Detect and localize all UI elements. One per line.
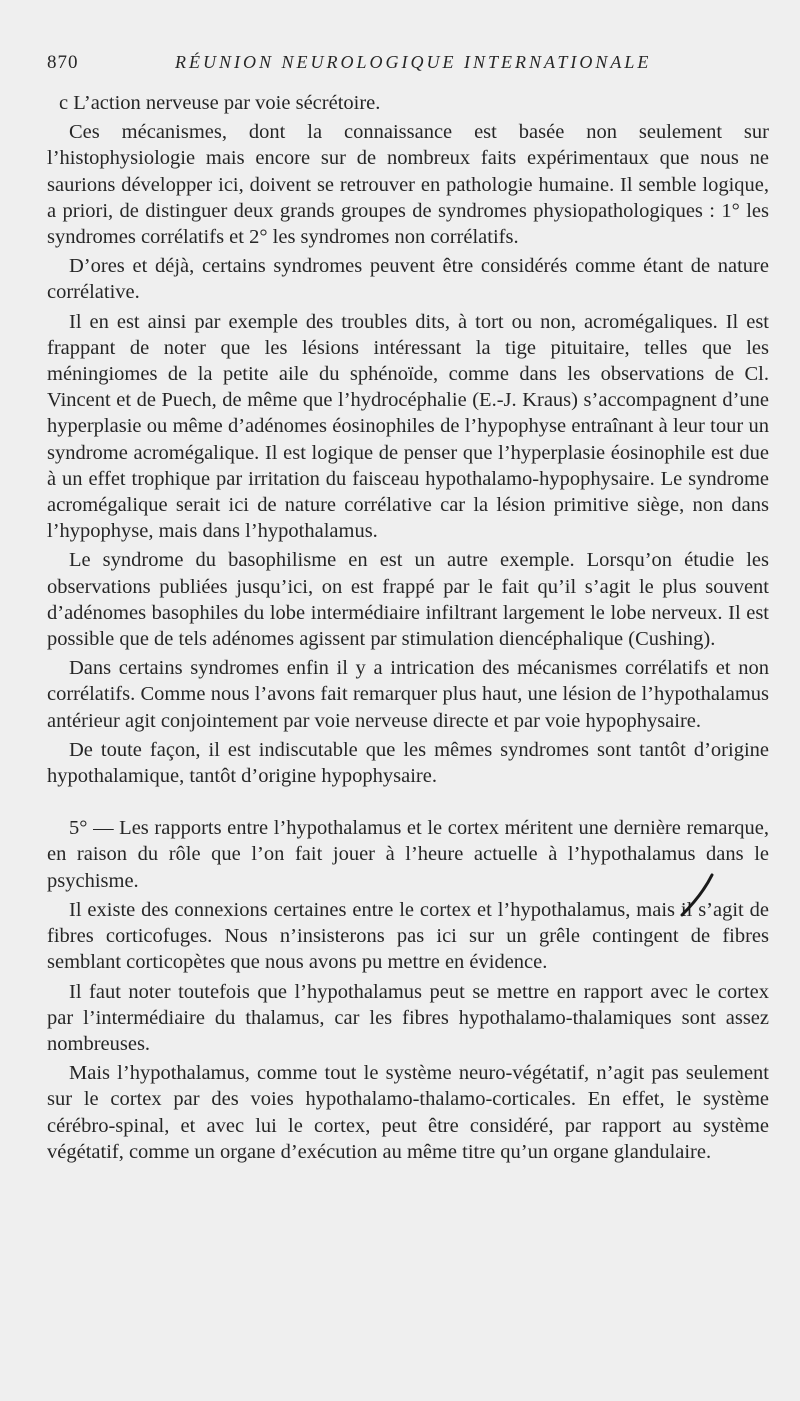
body-text: [47, 90, 769, 1168]
paragraph: Ces mécanismes, dont la connaissance est basée non seulement sur l’histophysiologie mais encore sur de nombreux faits expérimentaux que nous ne saurions développer ici, doivent se retrouver en pathologie humaine. Il semble logique, a priori, de distinguer deux grands groupes de syndromes physiopathologiques : 1° les syndromes corrélatifs et 2° les syndromes non corrélatifs.: [47, 121, 769, 249]
handwritten-slash-mark: [676, 873, 716, 917]
paragraph: Il existe des connexions certaines entre le cortex et l’hypothalamus, mais il s’agit de fibres corticofuges. Nous n’insisterons pas ici sur un grêle contingent de fibres semblant corticopètes que nous avons pu mettre en évidence.: [47, 898, 769, 974]
page-number: 870: [47, 52, 79, 73]
paragraph: Il en est ainsi par exemple des troubles dits, à tort ou non, acromégaliques. Il est frappant de noter que les lésions intéressant la tige pituitaire, telles que les méningiomes de la petite aile du sphénoïde, comme dans les observations de Cl. Vincent et de Puech, de même que l’hydrocéphalie (E.-J. Kraus) s’accompagnent d’une hyperplasie ou même d’adénomes éosinophiles de l’hypophyse entraînant à leur tour un syndrome acromégalique. Il est logique de penser que l’hyperplasie éosinophile est due à un effet trophique par irritation du faisceau hypothalamo-hypophysaire. Le syndrome acromégalique serait ici de nature corrélative car la lésion primitive siège, non dans l’hypophyse, mais dans l’hypothalamus.: [47, 310, 769, 543]
paragraph: Il faut noter toutefois que l’hypothalamus peut se mettre en rapport avec le cortex par l’intermédiaire du thalamus, car les fibres hypothalamo-thalamiques sont assez nombreuses.: [47, 980, 769, 1055]
paragraph: Mais l’hypothalamus, comme tout le système neuro-végétatif, n’agit pas seulement sur le cortex par des voies hypothalamo-thalamo-corticales. En effet, le système cérébro-spinal, et avec lui le cortex, peut être considéré, par rapport au système végétatif, comme un organe d’exécution au même titre qu’un organe glandulaire.: [47, 1062, 769, 1163]
paragraph: D’ores et déjà, certains syndromes peuvent être considérés comme étant de nature corrélative.: [47, 255, 769, 304]
paragraph: Le syndrome du basophilisme en est un autre exemple. Lorsqu’on étudie les observations publiées jusqu’ici, on est frappé par le fait qu’il s’agit le plus souvent d’adénomes basophiles du lobe intermédiaire infiltrant largement le lobe nerveux. Il est possible que de tels adénomes agissent par stimulation diencéphalique (Cushing).: [47, 549, 769, 651]
paragraph-item-c: c L’action nerveuse par voie sécrétoire.: [59, 92, 381, 114]
running-title: RÉUNION NEUROLOGIQUE INTERNATIONALE: [175, 52, 652, 72]
paragraph: De toute façon, il est indiscutable que les mêmes syndromes sont tantôt d’origine hypothalamique, tantôt d’origine hypophysaire.: [47, 738, 769, 788]
paragraph: Dans certains syndromes enfin il y a intrication des mécanismes corrélatifs et non corrélatifs. Comme nous l’avons fait remarquer plus haut, une lésion de l’hypothalamus antérieur agit conjointement par voie nerveuse directe et par voie hypophysaire.: [47, 657, 769, 732]
paragraph-section-5: 5° — Les rapports entre l’hypothalamus et le cortex méritent une dernière remarque, en raison du rôle que l’on fait jouer à l’heure actuelle à l’hypothalamus dans le psychisme.: [47, 817, 769, 892]
